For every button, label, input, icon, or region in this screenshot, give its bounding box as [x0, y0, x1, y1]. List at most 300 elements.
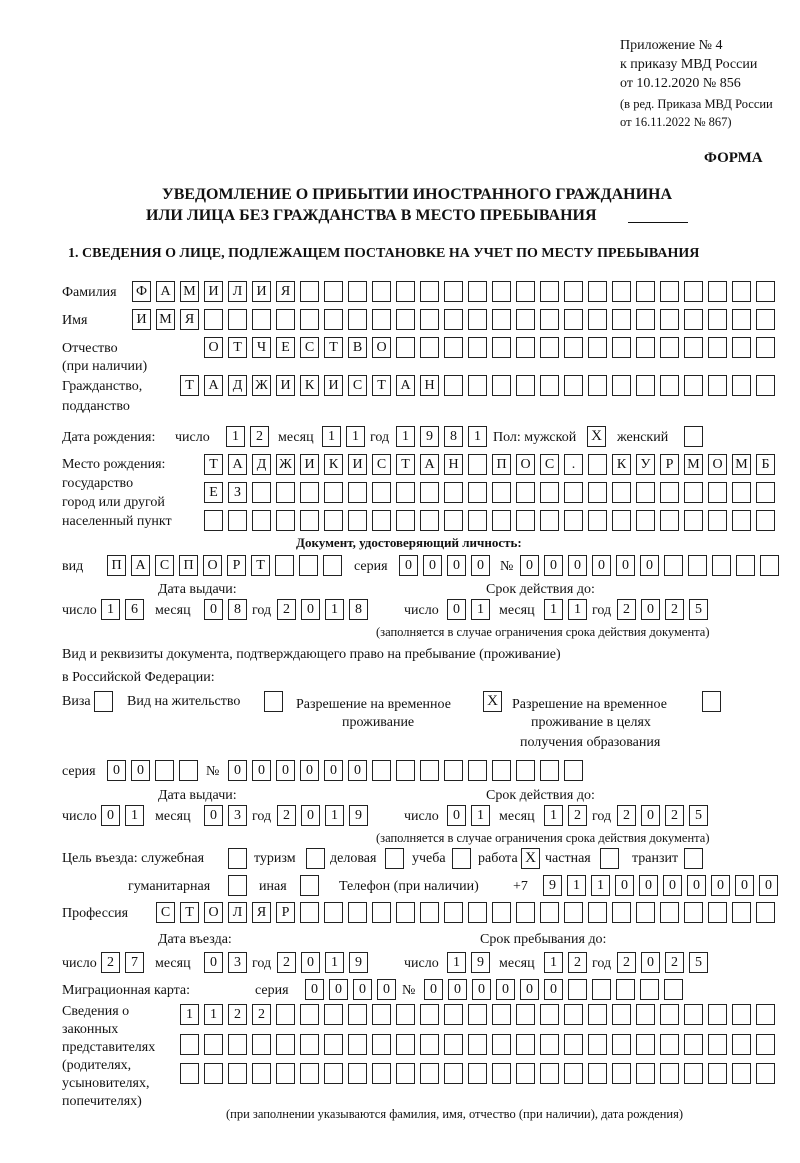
char-cell: 9 [471, 952, 490, 973]
char-cell [756, 375, 775, 396]
char-cell: 6 [125, 599, 144, 620]
char-cell: 0 [300, 760, 319, 781]
birthplace-label: город или другой [62, 495, 165, 510]
char-cell [444, 902, 463, 923]
char-cell [588, 1063, 607, 1084]
char-cell: О [204, 337, 223, 358]
char-cell [492, 510, 511, 531]
char-cell [540, 281, 559, 302]
char-cell: 5 [689, 952, 708, 973]
purpose-tourism-checkbox [306, 848, 325, 869]
year-label: год [252, 603, 272, 618]
patronymic-label: Отчество [62, 341, 118, 356]
char-cell: 2 [617, 805, 636, 826]
char-cell [420, 337, 439, 358]
representatives-label: законных [62, 1022, 119, 1037]
char-cell [516, 1004, 535, 1025]
char-cell: 2 [665, 599, 684, 620]
series-label: серия [62, 764, 96, 779]
temp-edu-label: Разрешение на временное [512, 697, 667, 712]
char-cell [732, 902, 751, 923]
char-cell [564, 309, 583, 330]
char-cell [179, 760, 198, 781]
char-cell: Л [228, 902, 247, 923]
char-cell: 5 [689, 599, 708, 620]
char-cell: 0 [544, 555, 563, 576]
char-cell [660, 1004, 679, 1025]
char-cell [204, 1034, 223, 1055]
purpose-business-label: деловая [330, 851, 377, 866]
char-cell: 0 [641, 952, 660, 973]
char-cell [468, 1063, 487, 1084]
char-cell [708, 1063, 727, 1084]
char-cell: С [540, 454, 559, 475]
representatives-label: попечителях) [62, 1094, 142, 1109]
char-cell: 1 [568, 599, 587, 620]
representatives-label: усыновителях, [62, 1076, 150, 1091]
char-cell [660, 1034, 679, 1055]
series-label: серия [354, 559, 388, 574]
char-cell [276, 1063, 295, 1084]
year-label: год [592, 603, 612, 618]
stay-doc-heading: в Российской Федерации: [62, 670, 215, 685]
char-cell [228, 309, 247, 330]
char-cell [180, 1063, 199, 1084]
char-cell [660, 902, 679, 923]
char-cell: Я [252, 902, 271, 923]
char-cell: 1 [544, 599, 563, 620]
char-cell [372, 1063, 391, 1084]
year-label: год [370, 430, 390, 445]
char-cell [468, 337, 487, 358]
char-cell [396, 281, 415, 302]
char-cell [396, 309, 415, 330]
birthplace-label: государство [62, 476, 134, 491]
char-cell: 1 [471, 599, 490, 620]
char-cell [444, 309, 463, 330]
char-cell [324, 1034, 343, 1055]
char-cell [204, 510, 223, 531]
char-cell: Е [276, 337, 295, 358]
char-cell [252, 1034, 271, 1055]
char-cell [348, 281, 367, 302]
year-label: год [252, 809, 272, 824]
char-cell: 0 [324, 760, 343, 781]
char-cell: 0 [204, 599, 223, 620]
char-cell [372, 309, 391, 330]
char-cell [664, 979, 683, 1000]
char-cell: 1 [591, 875, 610, 896]
char-cell [468, 454, 487, 475]
char-cell: 3 [228, 805, 247, 826]
char-cell [444, 510, 463, 531]
temp-label: проживание [342, 715, 415, 730]
number-label: № [206, 764, 220, 779]
char-cell [396, 482, 415, 503]
char-cell [660, 1063, 679, 1084]
char-cell [348, 1004, 367, 1025]
char-cell [588, 510, 607, 531]
char-cell: 0 [204, 805, 223, 826]
day-label: число [62, 603, 97, 618]
char-cell [612, 375, 631, 396]
residence-checkbox [264, 691, 283, 712]
month-label: месяц [499, 603, 535, 618]
phone-label: Телефон (при наличии) [339, 879, 479, 894]
char-cell [492, 1004, 511, 1025]
char-cell [299, 555, 318, 576]
char-cell [324, 902, 343, 923]
char-cell: К [324, 454, 343, 475]
char-cell: А [131, 555, 150, 576]
char-cell [588, 309, 607, 330]
appendix-line: к приказу МВД России [620, 57, 758, 72]
char-cell [612, 510, 631, 531]
edition-line: (в ред. Приказа МВД России [620, 97, 773, 111]
char-cell: 1 [226, 426, 245, 447]
char-cell [396, 510, 415, 531]
char-cell: 0 [301, 599, 320, 620]
char-cell: 2 [277, 805, 296, 826]
char-cell [664, 555, 683, 576]
char-cell [372, 760, 391, 781]
char-cell: 0 [616, 555, 635, 576]
char-cell: 1 [544, 805, 563, 826]
validity-note: (заполняется в случае ограничения срока действия документа) [376, 625, 710, 639]
char-cell: М [684, 454, 703, 475]
char-cell [348, 1063, 367, 1084]
char-cell: 1 [204, 1004, 223, 1025]
char-cell [324, 1004, 343, 1025]
char-cell [660, 375, 679, 396]
char-cell: Л [228, 281, 247, 302]
temp-checkbox: X [483, 691, 502, 712]
char-cell [420, 760, 439, 781]
char-cell [420, 1034, 439, 1055]
char-cell [684, 902, 703, 923]
char-cell [276, 482, 295, 503]
char-cell [444, 1063, 463, 1084]
char-cell: И [324, 375, 343, 396]
char-cell: 1 [544, 952, 563, 973]
char-cell: 9 [543, 875, 562, 896]
char-cell: 0 [447, 599, 466, 620]
char-cell [540, 309, 559, 330]
char-cell [396, 1034, 415, 1055]
char-cell [612, 337, 631, 358]
char-cell [660, 510, 679, 531]
sex-label: Пол: мужской [493, 430, 577, 445]
representatives-label: Сведения о [62, 1004, 130, 1019]
char-cell: П [492, 454, 511, 475]
char-cell [276, 1004, 295, 1025]
char-cell [660, 309, 679, 330]
char-cell: Т [324, 337, 343, 358]
char-cell [684, 482, 703, 503]
char-cell: А [204, 375, 223, 396]
char-cell [732, 1063, 751, 1084]
char-cell [612, 1063, 631, 1084]
month-label: месяц [155, 956, 191, 971]
char-cell [636, 309, 655, 330]
char-cell: 9 [349, 952, 368, 973]
char-cell: Я [180, 309, 199, 330]
valid-date-label: Срок действия до: [486, 788, 595, 803]
day-label: число [175, 430, 210, 445]
char-cell: Р [276, 902, 295, 923]
char-cell [276, 510, 295, 531]
char-cell: 0 [641, 599, 660, 620]
char-cell [732, 337, 751, 358]
char-cell: Д [228, 375, 247, 396]
char-cell [516, 309, 535, 330]
char-cell [636, 482, 655, 503]
valid-date-label: Срок действия до: [486, 582, 595, 597]
char-cell: 5 [689, 805, 708, 826]
char-cell [540, 482, 559, 503]
char-cell [300, 1034, 319, 1055]
char-cell [396, 760, 415, 781]
char-cell [708, 309, 727, 330]
char-cell: 0 [305, 979, 324, 1000]
char-cell [636, 1063, 655, 1084]
purpose-study-checkbox [452, 848, 471, 869]
char-cell [492, 309, 511, 330]
char-cell [324, 1063, 343, 1084]
char-cell [708, 1034, 727, 1055]
char-cell [372, 281, 391, 302]
char-cell [736, 555, 755, 576]
number-label: № [402, 983, 416, 998]
char-cell: . [564, 454, 583, 475]
char-cell: 0 [301, 805, 320, 826]
day-label: число [404, 603, 439, 618]
char-cell: 0 [424, 979, 443, 1000]
char-cell [540, 375, 559, 396]
char-cell [516, 510, 535, 531]
char-cell [564, 1004, 583, 1025]
char-cell [252, 510, 271, 531]
char-cell [612, 1004, 631, 1025]
char-cell: 0 [447, 805, 466, 826]
temp-edu-checkbox [702, 691, 721, 712]
char-cell: 0 [641, 805, 660, 826]
char-cell [684, 1034, 703, 1055]
char-cell [540, 1034, 559, 1055]
char-cell [756, 1004, 775, 1025]
issue-date-label: Дата выдачи: [158, 788, 237, 803]
char-cell [708, 1004, 727, 1025]
char-cell [588, 482, 607, 503]
temp-edu-label: получения образования [520, 735, 661, 750]
char-cell [708, 281, 727, 302]
day-label: число [404, 956, 439, 971]
id-document-heading: Документ, удостоверяющий личность: [296, 535, 522, 550]
char-cell: 2 [617, 599, 636, 620]
char-cell: 0 [615, 875, 634, 896]
char-cell [756, 510, 775, 531]
char-cell [155, 760, 174, 781]
char-cell [564, 760, 583, 781]
char-cell: 2 [250, 426, 269, 447]
char-cell: 2 [228, 1004, 247, 1025]
char-cell [420, 1004, 439, 1025]
day-label: число [62, 809, 97, 824]
char-cell: Т [396, 454, 415, 475]
form-title-2: ИЛИ ЛИЦА БЕЗ ГРАЖДАНСТВА В МЕСТО ПРЕБЫВАНИЯ [146, 207, 597, 224]
char-cell: 1 [325, 599, 344, 620]
char-cell [640, 979, 659, 1000]
char-cell [540, 337, 559, 358]
char-cell [348, 510, 367, 531]
temp-label: Разрешение на временное [296, 697, 451, 712]
char-cell [444, 1034, 463, 1055]
purpose-other-label: иная [259, 879, 287, 894]
char-cell [636, 375, 655, 396]
char-cell: У [636, 454, 655, 475]
char-cell: 0 [520, 555, 539, 576]
char-cell: 0 [101, 805, 120, 826]
char-cell [636, 281, 655, 302]
char-cell: 0 [329, 979, 348, 1000]
char-cell [468, 760, 487, 781]
char-cell: Я [276, 281, 295, 302]
char-cell [516, 902, 535, 923]
char-cell [516, 337, 535, 358]
char-cell: 1 [447, 952, 466, 973]
migration-card-label: Миграционная карта: [62, 983, 191, 998]
char-cell [732, 309, 751, 330]
char-cell [468, 1004, 487, 1025]
char-cell [660, 337, 679, 358]
char-cell [684, 1004, 703, 1025]
char-cell [564, 510, 583, 531]
char-cell [732, 482, 751, 503]
char-cell: 2 [568, 805, 587, 826]
char-cell: И [204, 281, 223, 302]
char-cell [468, 1034, 487, 1055]
number-label: № [500, 559, 514, 574]
char-cell: О [516, 454, 535, 475]
char-cell [300, 1004, 319, 1025]
month-label: месяц [499, 809, 535, 824]
char-cell [372, 510, 391, 531]
char-cell [612, 309, 631, 330]
purpose-label: Цель въезда: служебная [62, 851, 205, 866]
appendix-line: Приложение № 4 [620, 38, 723, 53]
char-cell: 0 [377, 979, 396, 1000]
char-cell [252, 309, 271, 330]
char-cell: 1 [325, 952, 344, 973]
char-cell [252, 482, 271, 503]
char-cell [732, 1034, 751, 1055]
char-cell [708, 902, 727, 923]
char-cell: 0 [520, 979, 539, 1000]
char-cell [396, 902, 415, 923]
char-cell [228, 510, 247, 531]
char-cell [660, 281, 679, 302]
char-cell: 2 [617, 952, 636, 973]
birth-date-label: Дата рождения: [62, 430, 156, 445]
char-cell [732, 1004, 751, 1025]
char-cell: И [132, 309, 151, 330]
char-cell [588, 1004, 607, 1025]
char-cell [708, 337, 727, 358]
citizenship-label: подданство [62, 399, 130, 414]
char-cell: 1 [471, 805, 490, 826]
char-cell [636, 902, 655, 923]
char-cell: 8 [444, 426, 463, 447]
char-cell [492, 482, 511, 503]
char-cell: 2 [252, 1004, 271, 1025]
char-cell [564, 1034, 583, 1055]
char-cell: 0 [639, 875, 658, 896]
char-cell [516, 760, 535, 781]
char-cell: 0 [711, 875, 730, 896]
char-cell: Н [444, 454, 463, 475]
char-cell [540, 1063, 559, 1084]
char-cell: 0 [663, 875, 682, 896]
char-cell [592, 979, 611, 1000]
char-cell: 0 [353, 979, 372, 1000]
char-cell: 0 [472, 979, 491, 1000]
female-checkbox [684, 426, 703, 447]
birthplace-label: населенный пункт [62, 514, 172, 529]
series-label: серия [255, 983, 289, 998]
char-cell [684, 375, 703, 396]
char-cell [324, 309, 343, 330]
char-cell [636, 337, 655, 358]
char-cell: И [300, 454, 319, 475]
char-cell [492, 337, 511, 358]
char-cell [612, 1034, 631, 1055]
char-cell [688, 555, 707, 576]
kind-label: вид [62, 559, 84, 574]
phone-prefix: +7 [513, 879, 528, 894]
char-cell: 0 [759, 875, 778, 896]
char-cell: А [228, 454, 247, 475]
char-cell: 2 [665, 805, 684, 826]
char-cell: 1 [346, 426, 365, 447]
char-cell [636, 1004, 655, 1025]
char-cell [516, 281, 535, 302]
char-cell: 1 [322, 426, 341, 447]
char-cell [276, 309, 295, 330]
char-cell [540, 760, 559, 781]
char-cell [756, 1063, 775, 1084]
entry-date-label: Дата въезда: [158, 932, 232, 947]
char-cell [564, 375, 583, 396]
char-cell [468, 510, 487, 531]
purpose-business-checkbox [385, 848, 404, 869]
char-cell: 3 [228, 952, 247, 973]
char-cell [564, 482, 583, 503]
char-cell [300, 1063, 319, 1084]
char-cell [636, 1034, 655, 1055]
char-cell: 0 [228, 760, 247, 781]
char-cell: М [156, 309, 175, 330]
char-cell [420, 510, 439, 531]
char-cell: 0 [568, 555, 587, 576]
char-cell: 9 [349, 805, 368, 826]
char-cell [468, 309, 487, 330]
temp-edu-label: проживание в целях [531, 715, 651, 730]
char-cell: Ф [132, 281, 151, 302]
char-cell [564, 1063, 583, 1084]
char-cell: М [180, 281, 199, 302]
char-cell [684, 1063, 703, 1084]
char-cell [492, 375, 511, 396]
